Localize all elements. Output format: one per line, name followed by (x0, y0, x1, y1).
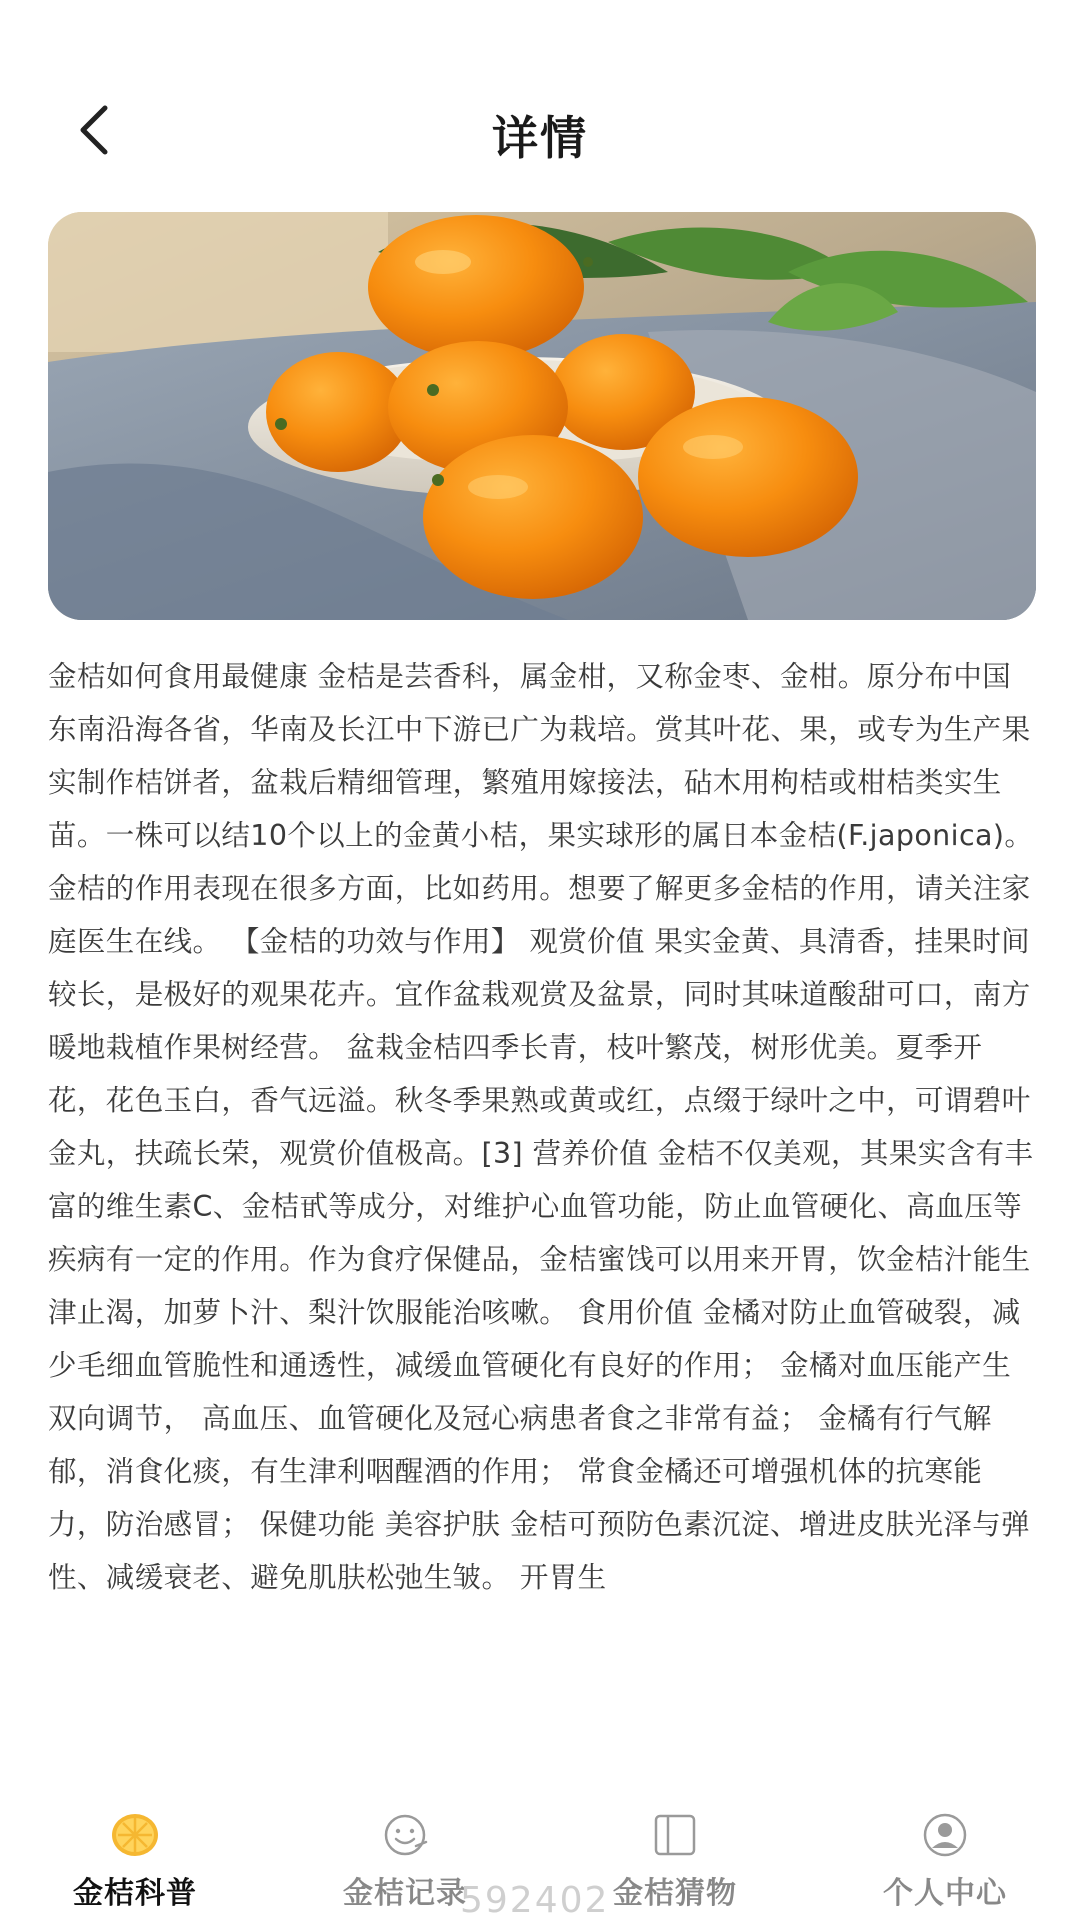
nav-item-kumquat-science[interactable] (0, 1808, 270, 1920)
article-body: 金桔如何食用最健康 金桔是芸香科，属金柑，又称金枣、金柑。原分布中国东南沿海各省，华南及长江中下游已广为栽培。赏其叶花、果，或专为生产果实制作桔饼者，盆栽后精细管理，繁殖用嫁接法，砧木用枸桔或柑桔类实生苗。一株可以结10个以上的金黄小桔，果实球形的属日本金桔(F.japonica)。金桔的作用表现在很多方面，比如药用。想要了解更多金桔的作用，请关注家庭医生在线。 【金桔的功效与作用】 观赏价值 果实金黄、具清香，挂果时间较长，是极好的观果花卉。宜作盆栽观赏及盆景，同时其味道酸甜可口，南方暖地栽植作果树经营。 盆栽金桔四季长青，枝叶繁茂，树形优美。夏季开花，花色玉白，香气远溢。秋冬季果熟或黄或红，点缀于绿叶之中，可谓碧叶金丸，扶疏长荣，观赏价值极高。[3] 营养价值 金桔不仅美观，其果实含有丰富的维生素C、金桔甙等成分，对维护心血管功能，防止血管硬化、高血压等疾病有一定的作用。作为食疗保健品，金桔蜜饯可以用来开胃，饮金桔汁能生津止渴，加萝卜汁、梨汁饮服能治咳嗽。 食用价值 金橘对防止血管破裂，减少毛细血管脆性和通透性，减缓血管硬化有良好的作用； 金橘对血压能产生双向调节， 高血压、血管硬化及冠心病患者食之非常有益； 金橘有行气解郁，消食化痰，有生津利咽醒酒的作用； 常食金橘还可增强机体的抗寒能力，防治感冒； 保健功能 美容护肤 金桔可预防色素沉淀、增进皮肤光泽与弹性、减缓衰老、避免肌肤松弛生皱。 开胃生 (48, 660, 1034, 1594)
nav-label: 金桔科普 (73, 1876, 197, 1911)
nav-label: 金桔猜物 (613, 1876, 737, 1911)
watermark-text: 592402 (460, 1880, 610, 1920)
nav-item-personal-center[interactable] (810, 1808, 1080, 1920)
header-bar (0, 0, 1080, 200)
book-panel-icon (647, 1810, 703, 1860)
nav-label: 金桔记录 (343, 1876, 467, 1911)
nav-label: 个人中心 (883, 1876, 1007, 1911)
smile-face-icon (377, 1810, 433, 1860)
page-title: 详情 (492, 111, 588, 165)
orange-slice-icon (107, 1810, 163, 1860)
user-profile-icon (917, 1810, 973, 1860)
kumquat-photo (48, 212, 1036, 620)
